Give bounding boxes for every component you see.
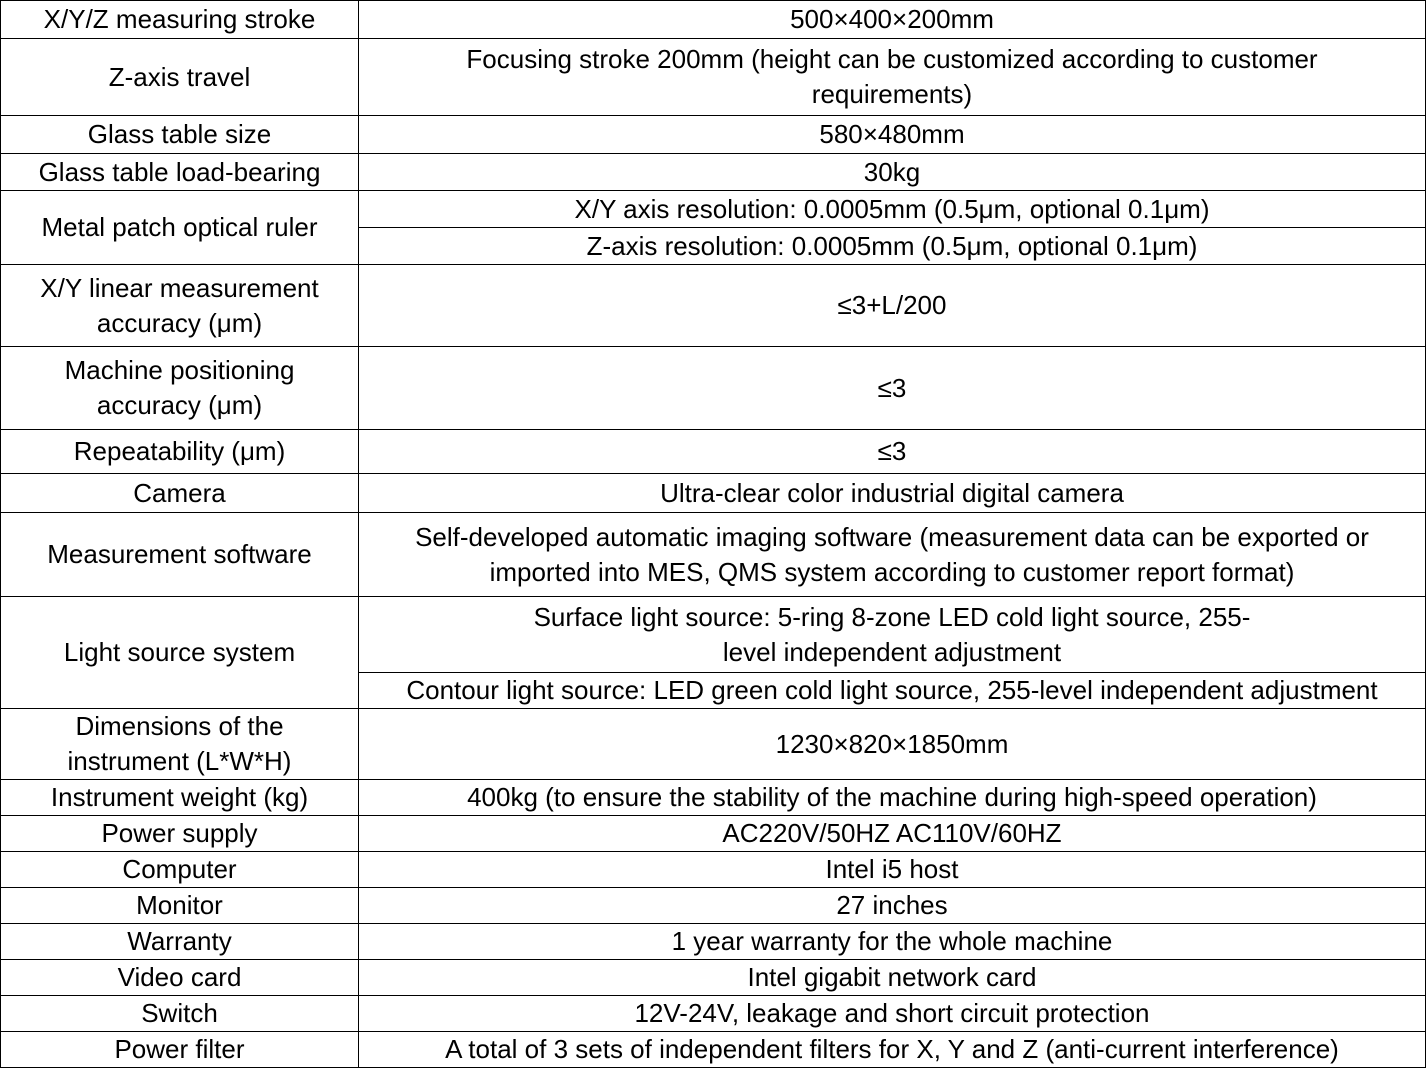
spec-label: Warranty (1, 924, 359, 960)
spec-label: Power supply (1, 816, 359, 852)
spec-label: Light source system (1, 597, 359, 709)
table-row (1, 780, 1426, 816)
spec-label: Power filter (1, 1032, 359, 1068)
table-row (1, 996, 1426, 1032)
table-row (1, 474, 1426, 513)
spec-label: Glass table load-bearing (1, 154, 359, 191)
spec-label: Metal patch optical ruler (1, 191, 359, 265)
table-row (1, 191, 1426, 228)
spec-value: ≤3 (359, 347, 1426, 430)
spec-label: Switch (1, 996, 359, 1032)
table-row (1, 924, 1426, 960)
table-row (1, 154, 1426, 191)
spec-label: Glass table size (1, 116, 359, 154)
spec-label: X/Y/Z measuring stroke (1, 1, 359, 39)
spec-value: Surface light source: 5-ring 8-zone LED cold light source, 255-level independent adjustment (359, 597, 1426, 673)
spec-value: Contour light source: LED green cold light source, 255-level independent adjustment (359, 673, 1426, 709)
spec-value: 400kg (to ensure the stability of the machine during high-speed operation) (359, 780, 1426, 816)
spec-value: Self-developed automatic imaging software (measurement data can be exported or imported into MES, QMS system according to customer report format) (359, 513, 1426, 597)
table-row (1, 888, 1426, 924)
spec-value: Focusing stroke 200mm (height can be customized according to customer requirements) (359, 39, 1426, 116)
spec-value: Z-axis resolution: 0.0005mm (0.5μm, optional 0.1μm) (359, 228, 1426, 265)
spec-label: Machine positioning accuracy (μm) (1, 347, 359, 430)
table-row (1, 116, 1426, 154)
table-row (1, 430, 1426, 474)
spec-value: ≤3 (359, 430, 1426, 474)
spec-value: Intel i5 host (359, 852, 1426, 888)
spec-value: Intel gigabit network card (359, 960, 1426, 996)
table-row (1, 347, 1426, 430)
table-row (1, 852, 1426, 888)
table-row (1, 1032, 1426, 1068)
spec-label: Instrument weight (kg) (1, 780, 359, 816)
table-row (1, 597, 1426, 673)
spec-value: X/Y axis resolution: 0.0005mm (0.5μm, optional 0.1μm) (359, 191, 1426, 228)
spec-value: ≤3+L/200 (359, 265, 1426, 347)
spec-value: 12V-24V, leakage and short circuit protection (359, 996, 1426, 1032)
spec-value: 30kg (359, 154, 1426, 191)
table-row (1, 1, 1426, 39)
spec-value: 27 inches (359, 888, 1426, 924)
spec-value: AC220V/50HZ AC110V/60HZ (359, 816, 1426, 852)
spec-label: Measurement software (1, 513, 359, 597)
table-row (1, 709, 1426, 780)
spec-label: Computer (1, 852, 359, 888)
table-row (1, 265, 1426, 347)
spec-label: Video card (1, 960, 359, 996)
spec-label: Dimensions of the instrument (L*W*H) (1, 709, 359, 780)
spec-label: Camera (1, 474, 359, 513)
spec-label: Z-axis travel (1, 39, 359, 116)
table-row (1, 513, 1426, 597)
spec-value: 580×480mm (359, 116, 1426, 154)
spec-label: Repeatability (μm) (1, 430, 359, 474)
spec-value: 1 year warranty for the whole machine (359, 924, 1426, 960)
spec-value: 1230×820×1850mm (359, 709, 1426, 780)
spec-label: X/Y linear measurement accuracy (μm) (1, 265, 359, 347)
table-row (1, 960, 1426, 996)
spec-value: Ultra-clear color industrial digital camera (359, 474, 1426, 513)
spec-label: Monitor (1, 888, 359, 924)
spec-value: A total of 3 sets of independent filters for X, Y and Z (anti-current interference) (359, 1032, 1426, 1068)
table-row (1, 39, 1426, 116)
table-row (1, 816, 1426, 852)
spec-value: 500×400×200mm (359, 1, 1426, 39)
